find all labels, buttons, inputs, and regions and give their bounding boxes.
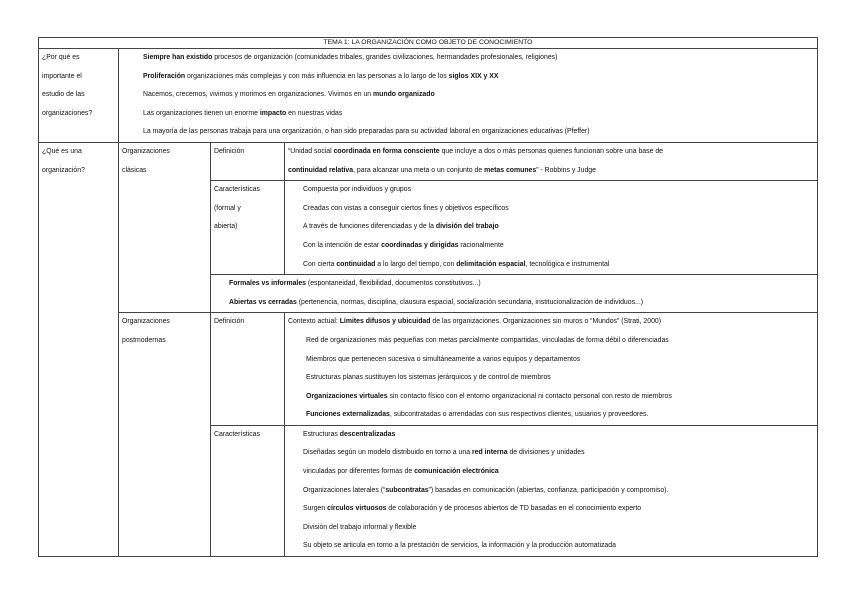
characteristic-line — [303, 200, 814, 219]
emphasis-text: Siempre han existido — [143, 54, 213, 61]
text-segment: Miembros que pertenecen sucesiva o simultáneamente a varios equipos y departamentos — [306, 355, 581, 363]
emphasis-text: subcontratas — [385, 486, 429, 494]
answer-line — [143, 123, 814, 142]
emphasis-text: delimitación espacial — [456, 260, 526, 268]
question-cell-why — [39, 49, 119, 143]
emphasis-text: Formales vs informales — [229, 280, 306, 288]
emphasis-text: descentralizadas — [339, 430, 396, 438]
definition-line — [288, 162, 814, 181]
caracteristicas-label: Características — [211, 425, 285, 556]
characteristic-line — [303, 444, 814, 463]
text-segment: organizaciones más complejas y con más influencia en las personas a lo largo de los — [185, 72, 449, 80]
emphasis-text: metas comunes — [484, 166, 537, 174]
text-segment: Estructuras — [303, 430, 340, 438]
clasicas-caracteristicas — [285, 181, 818, 275]
text-segment: de divisiones y unidades — [507, 449, 585, 457]
text-segment: Surgen — [303, 505, 328, 513]
document-page — [38, 37, 818, 557]
question-line: ¿Por qué es — [42, 54, 80, 61]
emphasis-text: mundo organizado — [373, 91, 435, 99]
text-segment: La mayoría de las personas trabaja para una organización, o han sido preparadas para su actividad laboral en organizaciones educativas (Pfeffer) — [143, 128, 590, 136]
question-cell-what — [39, 142, 119, 556]
answer-line — [143, 49, 814, 68]
postmodernas-definicion-row — [39, 313, 818, 426]
emphasis-text: impacto — [259, 109, 287, 117]
type-label-line: Organizaciones — [122, 318, 170, 326]
emphasis-text: Funciones externalizadas — [306, 411, 390, 419]
text-segment: , tecnológica e instrumental — [525, 260, 610, 268]
definicion-label: Definición — [211, 313, 285, 426]
answer-line — [143, 86, 814, 105]
text-segment: División del trabajo informal y flexible — [303, 523, 417, 531]
text-segment: Estructuras planas sustituyen los sistemas jerárquicos y de control de miembros — [306, 374, 551, 382]
question-line: importante el — [42, 72, 82, 80]
definition-intro-line — [288, 313, 814, 332]
extra-line — [229, 294, 814, 313]
type-label-line: Organizaciones — [122, 147, 170, 155]
definition-line — [288, 332, 814, 351]
text-segment: de las organizaciones. Organizaciones sin muros o “Mundos” (Strati, 2000) — [430, 318, 662, 326]
text-segment: A través de funciones diferenciadas y de la — [303, 223, 436, 231]
emphasis-text: continuidad relativa — [288, 166, 354, 174]
emphasis-text: comunicación electrónica — [414, 468, 499, 476]
emphasis-text: coordinadas y dirigidas — [381, 241, 459, 249]
emphasis-text: Abiertas vs cerradas — [229, 298, 297, 306]
text-segment: sin contacto físico con el entorno organizacional ni contacto personal con resto de miembros — [387, 392, 672, 400]
question-line: organización? — [42, 166, 85, 174]
definition-line — [288, 406, 814, 425]
question-line: estudio de las — [42, 91, 85, 99]
text-segment: Las organizaciones tienen un enorme — [143, 109, 260, 117]
text-segment: Compuesta por individuos y grupos — [303, 186, 412, 194]
type-label-line: postmodernas — [122, 336, 166, 344]
question-line: ¿Qué es una — [42, 147, 82, 155]
text-segment: Creadas con vistas a conseguir ciertos fines y objetivos específicos — [303, 204, 509, 212]
text-segment: ” - Robbins y Judge — [536, 166, 596, 174]
why-answers — [119, 49, 818, 143]
emphasis-text: Límites difusos y ubicuidad — [339, 318, 431, 326]
characteristic-line — [303, 426, 814, 445]
characteristic-line — [303, 482, 814, 501]
text-segment: que incluye a dos o más personas quienes funcionan sobre una base de — [439, 147, 663, 155]
text-segment: (pertenencia, normas, disciplina, clausura espacial, socialización secundaria, institucionalización de individuos...) — [296, 298, 644, 306]
type-label-line: clásicas — [122, 166, 147, 174]
text-segment: Diseñadas según un modelo distribuido en torno a una — [303, 449, 472, 457]
caracteristicas-label: Características (formal y abierta) — [211, 181, 285, 275]
text-segment: Nacemos, crecemos, vivimos y morimos en organizaciones. Vivimos en un — [143, 91, 374, 99]
emphasis-text: división del trabajo — [435, 223, 499, 231]
section-why-important — [39, 49, 818, 143]
text-segment: (espontaneidad, flexibilidad, documentos constitutivos...) — [305, 280, 481, 288]
emphasis-text: siglos XIX y XX — [448, 72, 499, 80]
characteristic-line — [303, 256, 814, 275]
characteristic-line — [303, 181, 814, 200]
text-segment: Organizaciones laterales (“ — [303, 486, 386, 494]
postmodernas-label — [119, 313, 211, 557]
characteristic-line — [303, 463, 814, 482]
characteristic-line — [303, 237, 814, 256]
text-segment: Su objeto se articula en torno a la prestación de servicios, la información y la producción automatizada — [303, 542, 616, 550]
clasicas-definicion-row — [39, 142, 818, 180]
emphasis-text: red interna — [471, 449, 508, 457]
postmodernas-caracteristicas — [285, 425, 818, 556]
answer-line — [143, 105, 814, 124]
characteristic-line — [303, 500, 814, 519]
text-segment: ”) basadas en comunicación (abiertas, confianza, participación y compromiso). — [428, 486, 669, 494]
clasicas-extra — [211, 275, 818, 313]
text-segment: Red de organizaciones más pequeñas con metas parcialmente compartidas, vinculadas de forma débil o diferenciadas — [306, 336, 669, 344]
emphasis-text: círculos virtuosos — [327, 505, 387, 513]
text-segment: procesos de organización (comunidades tribales, grandes civilizaciones, hermandades profesionales, religiones) — [212, 54, 558, 61]
text-segment: Con la intención de estar — [303, 241, 382, 249]
text-segment: en nuestras vidas — [286, 109, 343, 117]
definition-line — [288, 143, 814, 162]
emphasis-text: Proliferación — [143, 72, 186, 80]
clasicas-label — [119, 142, 211, 312]
question-line: organizaciones? — [42, 109, 93, 117]
characteristic-line — [303, 537, 814, 556]
definicion-label: Definición — [211, 142, 285, 180]
text-segment: , para alcanzar una meta o un conjunto de — [353, 166, 485, 174]
document-title: TEMA 1: LA ORGANIZACIÓN COMO OBJETO DE CONOCIMIENTO — [39, 38, 818, 49]
characteristic-line — [303, 519, 814, 538]
emphasis-text: coordinada en forma consciente — [333, 147, 440, 155]
clasicas-definicion — [285, 142, 818, 180]
characteristic-line — [303, 218, 814, 237]
emphasis-text: Organizaciones virtuales — [306, 392, 388, 400]
text-segment: racionalmente — [458, 241, 504, 249]
text-segment: a lo largo del tiempo, con — [375, 260, 457, 268]
definition-line — [288, 369, 814, 388]
text-segment: Contexto actual: — [288, 318, 340, 326]
definition-line — [288, 351, 814, 370]
text-segment: Con cierta — [303, 260, 337, 268]
extra-line — [229, 275, 814, 294]
text-segment: “Unidad social — [288, 147, 334, 155]
text-segment: de colaboración y de procesos abiertos de TD basadas en el conocimiento experto — [386, 505, 642, 513]
emphasis-text: continuidad — [336, 260, 376, 268]
answer-line — [143, 68, 814, 87]
text-segment: , subcontratadas o arrendadas con sus respectivos clientes, usuarios y proveedores. — [389, 411, 649, 419]
content-table — [38, 37, 818, 557]
text-segment: vinculadas por diferentes formas de — [303, 468, 415, 476]
definition-line — [288, 388, 814, 407]
postmodernas-definicion — [285, 313, 818, 426]
